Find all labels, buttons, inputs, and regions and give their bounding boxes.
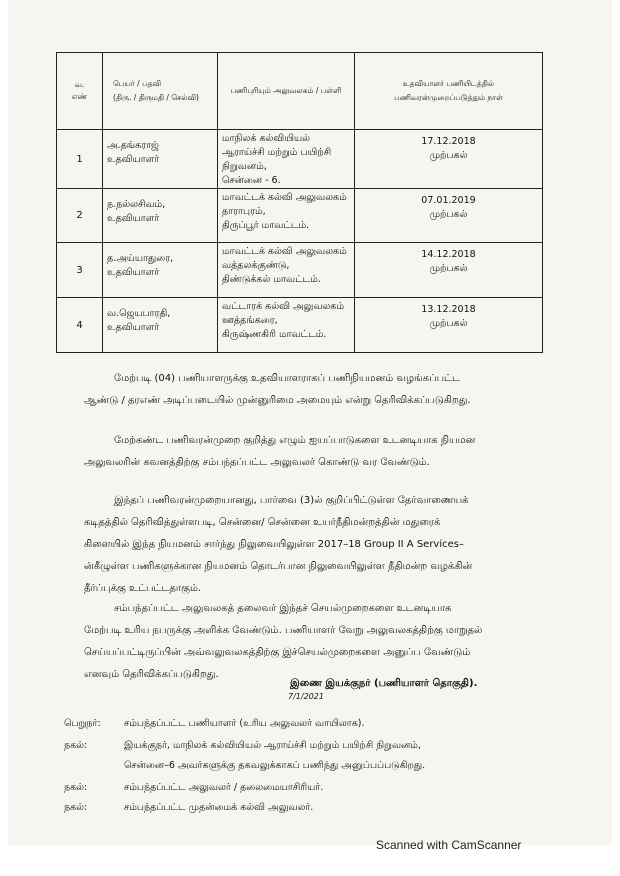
copy-line-1-continued: சென்னை–6 அவர்களுக்கு தகவலுக்காகப் பணிந்து அனுப்பப்படுகிறது. xyxy=(124,760,426,771)
serial-number: 3 xyxy=(57,243,103,298)
office-cell: மாநிலக் கல்வியியல் ஆராய்ச்சி மற்றும் பயிற்சி நிறுவனம், சென்னை - 6. xyxy=(218,130,355,189)
office-cell: மாவட்டக் கல்வி அலுவலகம் தாராபுரம், திருப்பூர் மாவட்டம். xyxy=(218,189,355,243)
table-row xyxy=(57,243,543,298)
session: முற்பகல் xyxy=(429,263,468,274)
copy-line-2: நகல்: சம்பந்தப்பட்ட அலுவலர் / தலைமையாசிரியர். xyxy=(64,782,324,793)
date-cell xyxy=(355,243,543,298)
serial-number: 1 xyxy=(57,130,103,189)
header-serial-number: வ. எண் xyxy=(57,53,103,130)
session: முற்பகல் xyxy=(429,150,468,161)
serial-number: 4 xyxy=(57,298,103,353)
employee-cell xyxy=(103,298,218,353)
header-name-designation: பெயர் / பதவி (திரு. / திருமதி / செல்வி) xyxy=(103,53,218,130)
employee-designation: உதவியாளர் xyxy=(107,213,160,224)
signatory-title: இணை இயக்குநர் (பணியாளர் தொகுதி). xyxy=(290,678,478,689)
employee-designation: உதவியாளர் xyxy=(107,267,160,278)
paragraph-court-case: இந்தப் பணிவரன்முறையானது, பார்வை (3)ல் குறிப்பிட்டுள்ள தேர்வாணையக் கடிதத்தில் தெரிவித்துள்ளபடி, சென்னை/ சென்னை உயர்நீதிமன்றத்தின் மதுரைக் கிளையில் இந்த நியமனம் சார்ந்து நிலுவையிலுள்ள 2017–18 Group II A Services– ன்கீழுள்ள பணிகளுக்கான நியமனம் தொடர்பான நிலுவையிலுள்ள நீதிமன்ற வழக்கின் தீர்ப்புக்கு உட்பட்டதாகும். xyxy=(84,495,473,594)
employee-designation: உதவியாளர் xyxy=(107,322,160,333)
regularisation-date: 07.01.2019 xyxy=(421,195,476,206)
recipient-line: பெறுநர்: சம்பந்தப்பட்ட பணியாளர் (உரிய அலுவலர் வாயிலாக). xyxy=(64,718,365,729)
copy-line-3: நகல்: சம்பந்தப்பட்ட முதன்மைக் கல்வி அலுவலர். xyxy=(64,802,314,813)
header-office: பணிபுரியும் அலுவலகம் / பள்ளி xyxy=(218,53,355,130)
regularisation-date: 14.12.2018 xyxy=(421,249,476,260)
employee-designation: உதவியாளர் xyxy=(107,154,160,165)
session: முற்பகல் xyxy=(429,209,468,220)
regularisation-date: 17.12.2018 xyxy=(421,136,476,147)
copy-line-1: நகல்: இயக்குநர், மாநிலக் கல்வியியல் ஆராய்ச்சி மற்றும் பயிற்சி நிறுவனம், xyxy=(64,740,421,751)
employee-name: த.அய்யாதுரை, xyxy=(107,253,174,264)
date-cell xyxy=(355,130,543,189)
session: முற்பகல் xyxy=(429,318,468,329)
paragraph-communication: சம்பந்தப்பட்ட அலுவலகத் தலைவர் இந்தச் செயல்முறைகளை உடனடியாக மேற்படி உரிய நபருக்கு அளிக்க வேண்டும். பணியாளர் வேறு அலுவலகத்திற்கு மாறுதல் செய்யப்பட்டிருப்பின் அவ்வலுவலகத்திற்கு இச்செயல்முறைகளை அனுப்ப வேண்டும் எனவும் தெரிவிக்கப்படுகிறது. xyxy=(84,603,483,680)
table-row xyxy=(57,298,543,353)
table-row xyxy=(57,189,543,243)
table-row xyxy=(57,130,543,189)
signature-date: 7/1/2021 xyxy=(288,692,324,701)
regularisation-table xyxy=(56,52,543,353)
paragraph-seniority: மேற்படி (04) பணியாளருக்கு உதவியாளராகப் பணிநியமனம் வழங்கப்பட்ட ஆண்டு / தரஎண் அடிப்படையில் முன்னுரிமை அமையும் என்று தெரிவிக்கப்படுகிறது. xyxy=(84,373,471,406)
scanner-watermark: Scanned with CamScanner xyxy=(376,838,522,852)
employee-name: வ.ஜெயபாரதி, xyxy=(107,308,171,319)
office-cell: வட்டாரக் கல்வி அலுவலகம் ஊத்தங்கரை, கிருஷ்ணகிரி மாவட்டம். xyxy=(218,298,355,353)
paragraph-doubts: மேற்கண்ட பணிவரன்முறை குறித்து எழும் ஐயப்பாடுகளை உடனடியாக நியமன அலுவலரின் கவனத்திற்கு சம்பந்தப்பட்ட அலுவலர் கொண்டு வர வேண்டும். xyxy=(84,435,476,468)
employee-cell xyxy=(103,130,218,189)
header-regularisation-date: உதவியாளர் பணியிடத்தில் பணிவரன்முறைப்படுத்தும் நாள் xyxy=(355,53,543,130)
employee-cell xyxy=(103,243,218,298)
date-cell xyxy=(355,298,543,353)
employee-name: அ.தங்கராஜ் xyxy=(107,140,159,151)
regularisation-date: 13.12.2018 xyxy=(421,304,476,315)
table-header-row xyxy=(57,53,543,130)
serial-number: 2 xyxy=(57,189,103,243)
office-cell: மாவட்டக் கல்வி அலுவலகம் வத்தலக்குண்டு, திண்டுக்கல் மாவட்டம். xyxy=(218,243,355,298)
date-cell xyxy=(355,189,543,243)
employee-name: ந.நல்லசிவம், xyxy=(107,199,166,210)
employee-cell xyxy=(103,189,218,243)
